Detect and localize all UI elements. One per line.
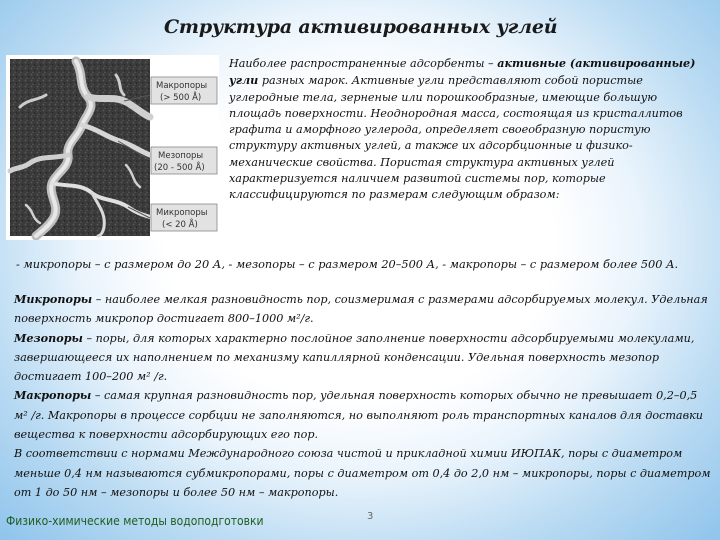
macropores-term: Макропоры xyxy=(14,388,92,403)
label-mesopores: Мезопоры xyxy=(158,151,204,161)
iupac-paragraph: В соответствии с нормами Международного союза чистой и прикладной химии ИЮПАК, поры с диаметром меньше 0,4 нм называются субмикропорами, поры с диаметром от 0,4 до 2,0 нм – микропоры, поры с диаметром от 1 до 50 нм – мезопоры и более 50 нм – макропоры. xyxy=(14,447,711,499)
footer-course-title: Физико-химические методы водоподготовки xyxy=(6,514,264,528)
mesopores-term: Мезопоры xyxy=(14,330,83,345)
label-macropores: Макропоры xyxy=(156,81,208,91)
figure-labels xyxy=(151,77,217,231)
slide-title: Структура активированных углей xyxy=(164,16,558,38)
micropores-paragraph xyxy=(14,290,714,329)
micropores-text: – наиболее мелкая разновидность пор, соизмеримая с размерами адсорбируемых молекул. Удельная поверхность микропор достигает 800–1000 м²/г. xyxy=(14,293,708,326)
intro-bold-term: активные (активированные) угли xyxy=(229,56,696,88)
micropores-term: Микропоры xyxy=(14,292,93,306)
pore-structure-figure xyxy=(6,55,219,240)
intro-text-start: Наиболее распространенные адсорбенты – xyxy=(229,57,498,70)
pore-structure-diagram xyxy=(6,55,219,240)
intro-paragraph xyxy=(229,55,707,204)
pore-size-list: - микропоры – с размером до 20 А, - мезопоры – с размером 20–500 А, - макропоры – с размером более 500 А. xyxy=(16,258,679,271)
intro-text-rest: разных марок. Активные угли представляют собой пористые углеродные тела, зерненые или порошкообразные, имеющие большую площадь поверхности. Неоднородная масса, состоящая из кристаллитов графита и аморфного углерода, определяет своеобразную пористую структуру активных углей, а также их адсорбционные и физико-механические свойства. Пористая структура активных углей характеризуется наличием развитой системы пор, которые классифицируются по размерам следующим образом: xyxy=(229,74,683,202)
macropores-paragraph xyxy=(14,386,714,444)
label-macropores-size: (> 500 Å) xyxy=(160,93,202,103)
macropores-text: – самая крупная разновидность пор, удельная поверхность которых обычно не превышает 0,2–0,5 м² /г. Макропоры в процессе сорбции не заполняются, но выполняют роль транспортных каналов для доставки вещества к поверхности адсорбирующих его пор. xyxy=(14,389,703,442)
page-number: 3 xyxy=(367,511,374,522)
mesopores-paragraph xyxy=(14,329,714,387)
label-mesopores-size: (20 - 500 Å) xyxy=(154,163,205,173)
mesopores-text: – поры, для которых характерно послойное заполнение поверхности адсорбируемыми молекулами, завершающееся их наполнением по механизму капиллярной конденсации. Удельная поверхность мезопор достигает 100–200 м² /г. xyxy=(14,331,695,384)
label-micropores: Микропоры xyxy=(156,208,208,218)
label-micropores-size: (< 20 Å) xyxy=(162,220,198,230)
pore-descriptions xyxy=(14,290,714,502)
